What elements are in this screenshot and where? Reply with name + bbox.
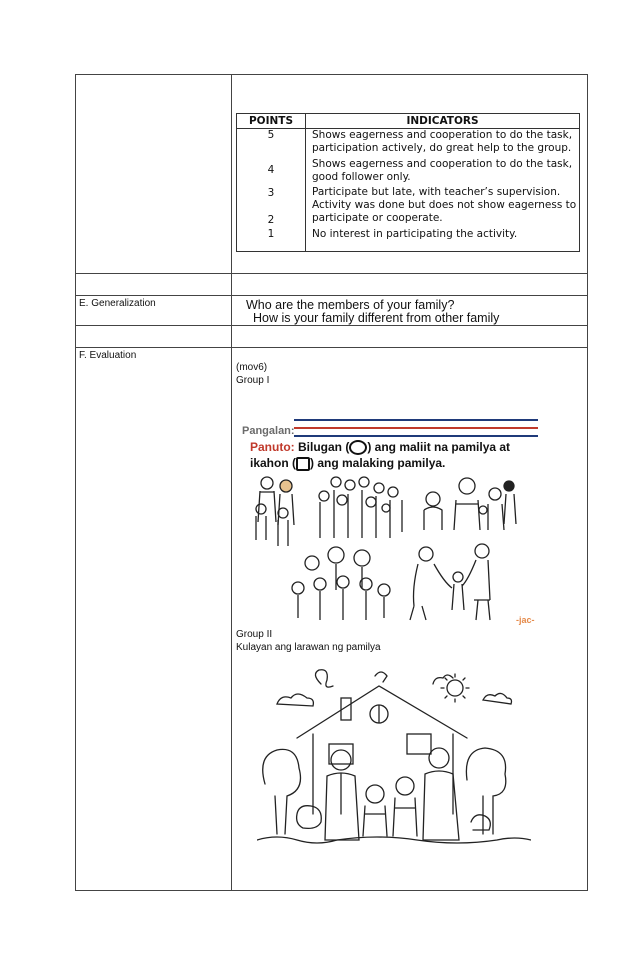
square-icon [296, 457, 310, 471]
rubric-indicator: Shows eagerness and cooperation to do the task, good follower only. [312, 158, 573, 183]
table-border-bottom [75, 890, 588, 891]
family-illustrations [238, 470, 540, 626]
rubric-point: 5 [267, 129, 275, 141]
sun-icon [447, 680, 463, 696]
worksheet-image [238, 412, 540, 626]
family-illustration-1 [256, 477, 294, 546]
child-figure [366, 785, 384, 803]
house-roof [297, 686, 467, 738]
window-icon [407, 734, 431, 754]
rubric-indicator: Activity was done but does not show eagerness to participate or cooperate. [312, 199, 577, 224]
rubric-point: 4 [267, 164, 275, 176]
table-border-right [587, 74, 588, 891]
rubric-indicator: No interest in participating the activity. [312, 228, 518, 240]
rubric-table [236, 113, 580, 252]
table-border-left [75, 74, 76, 891]
cat-icon [471, 815, 490, 830]
tree-icon [263, 749, 301, 834]
rubric-point: 2 [267, 214, 275, 226]
row-divider [75, 347, 587, 348]
tree-icon [466, 748, 505, 834]
row-divider [75, 273, 587, 274]
row-divider [75, 325, 587, 326]
circle-icon [349, 440, 367, 455]
rubric-column-divider [305, 114, 306, 251]
worksheet-name-label: Pangalan: [242, 425, 295, 437]
cloud-icon [483, 693, 512, 704]
name-line [294, 427, 538, 429]
rubric-header-indicators: INDICATORS [406, 115, 479, 127]
group-2-label: Group II [236, 629, 273, 640]
rubric-point: 1 [267, 228, 275, 240]
group-1-label: Group I [236, 375, 270, 386]
column-divider [231, 74, 232, 891]
family-illustration-5 [410, 544, 490, 620]
generalization-label: E. Generalization [79, 298, 156, 309]
family-illustration-4 [292, 547, 390, 620]
row-divider [75, 295, 587, 296]
family-illustration-3 [424, 478, 516, 530]
rubric-point: 3 [267, 187, 275, 199]
father-figure [331, 750, 351, 770]
rooster-icon [375, 672, 387, 682]
child-figure [396, 777, 414, 795]
evaluation-reference: (mov6) [236, 362, 268, 373]
generalization-question-1: Who are the members of your family? [246, 298, 455, 312]
instruction-text: ikahon ( [250, 456, 297, 470]
rubric-header-points: POINTS [248, 115, 294, 127]
mother-figure [429, 748, 449, 768]
dog-icon [297, 806, 322, 829]
worksheet-instruction-line2 [250, 456, 445, 471]
evaluation-label: F. Evaluation [79, 350, 137, 361]
cloud-icon [433, 675, 453, 684]
smoke-icon [315, 670, 333, 687]
group-2-instruction: Kulayan ang larawan ng pamilya [236, 642, 381, 653]
rubric-indicator: Participate but late, with teacher’s supervision. [312, 186, 561, 198]
instruction-text: Bilugan ( [298, 440, 350, 454]
worksheet-instruction [250, 440, 510, 455]
instruction-text: ) ang maliit na pamilya at [367, 440, 511, 454]
coloring-page-illustration [257, 664, 531, 854]
worksheet-signature: -jac- [516, 615, 535, 625]
name-line [294, 419, 538, 421]
instruction-label: Panuto: [250, 440, 295, 454]
rubric-indicator: Shows eagerness and cooperation to do the task, participation actively, do great help to the group. [312, 129, 573, 154]
name-line [294, 435, 538, 437]
generalization-question-2: How is your family different from other family [253, 311, 500, 325]
instruction-text: ) ang malaking pamilya. [310, 456, 446, 470]
ground-grass [257, 837, 531, 843]
cloud-icon [277, 694, 313, 706]
table-border-top [75, 74, 587, 75]
family-illustration-2 [319, 477, 402, 538]
